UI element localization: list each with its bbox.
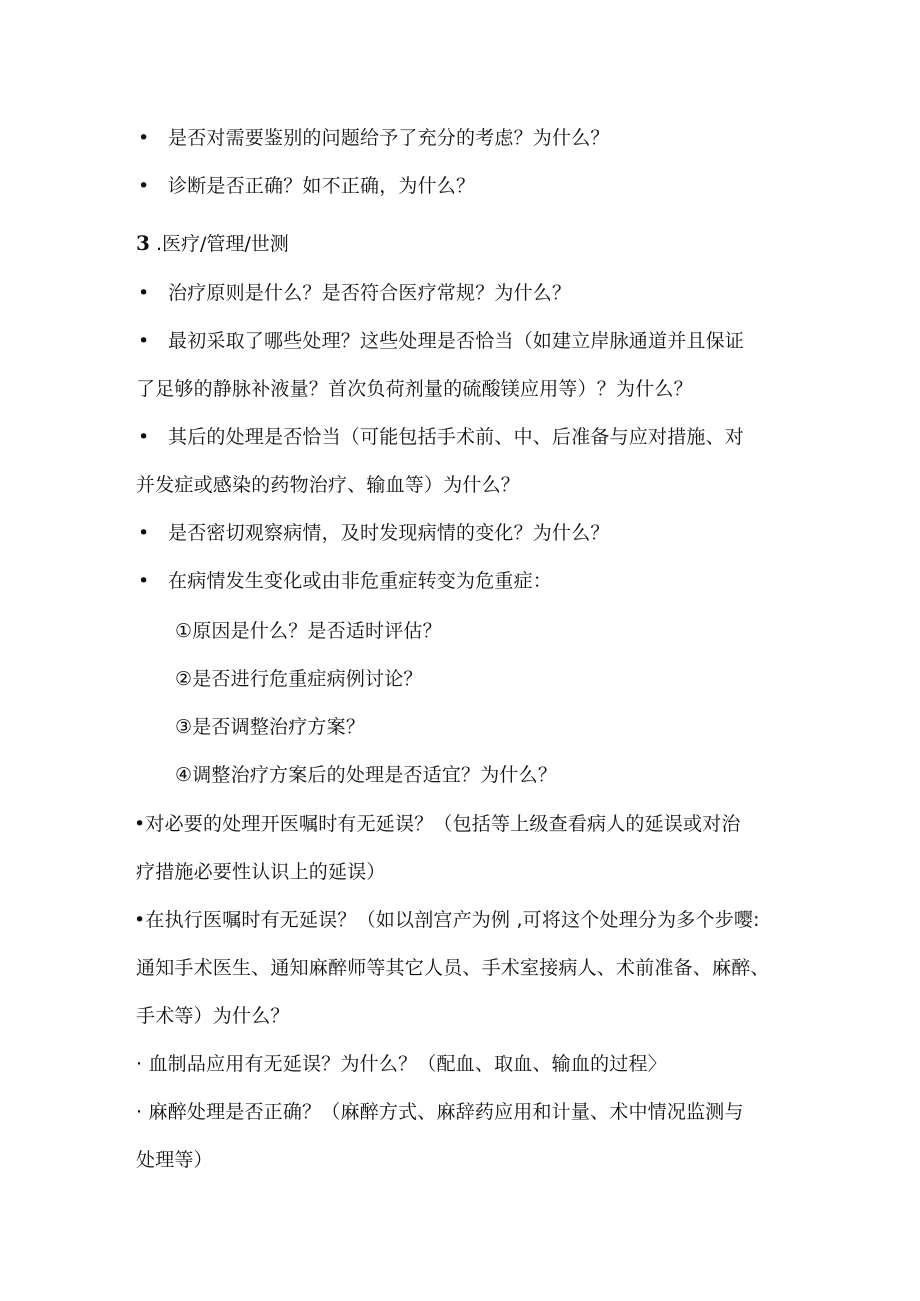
question-condition-change: 在病情发生变化或由非危重症转变为危重症： — [168, 570, 553, 592]
bullet-marker: • — [138, 330, 150, 352]
question-diagnosis-correct: 诊断是否正确？如不正确，为什么？ — [168, 175, 476, 197]
question-initial-treatment-line2: 了足够的静脉补液量？首次负荷剂量的硫酸镁应用等）？为什么？ — [136, 378, 693, 400]
sub-item-adjust-plan: ③是否调整治疗方案？ — [175, 716, 366, 738]
bullet-marker: • — [138, 282, 150, 304]
sub-item-cause: ①原因是什么？是否适时评估？ — [175, 620, 442, 642]
question-differential-consideration: 是否对需要鉴别的问题给予了充分的考虑？为什么？ — [168, 127, 610, 149]
section-number: 3 — [136, 231, 150, 255]
question-anesthesia-line2: 处理等） — [136, 1149, 213, 1171]
bullet-marker: • — [138, 175, 150, 197]
section-heading — [136, 229, 289, 258]
question-order-delay-line2: 疗措施必要性认识上的延误） — [136, 861, 386, 883]
question-subsequent-treatment-line2: 并发症或感染的药物治疗、输血等）为什么？ — [136, 474, 521, 496]
bullet-marker: • — [138, 426, 150, 448]
question-blood-products: · 血制品应用有无延误？为什么？（配血、取血、输血的过程〉 — [136, 1053, 667, 1075]
question-execution-delay-line2: 通知手术医生、通知麻醉师等其它人员、手术室接病人、术前准备、麻醉、 — [136, 957, 770, 979]
question-anesthesia-line1: · 麻醉处理是否正确？（麻醉方式、麻辞药应用和计量、术中情况监测与 — [136, 1101, 744, 1123]
bullet-marker: • — [138, 522, 150, 544]
question-subsequent-treatment-line1: 其后的处理是否恰当（可能包括手术前、中、后准备与应对措施、对 — [168, 426, 745, 448]
question-execution-delay-line1: •在执行医嘱时有无延误？（如以剖宫产为例 ,可将这个处理分为多个步嘤: — [134, 909, 760, 931]
question-treatment-principle: 治疗原则是什么？是否符合医疗常规？为什么？ — [168, 282, 572, 304]
question-execution-delay-line3: 手术等）为什么？ — [136, 1005, 290, 1027]
bullet-marker: • — [138, 127, 150, 149]
question-order-delay-line1: •对必要的处理开医嘱时有无延误？（包括等上级查看病人的延误或对治 — [134, 813, 741, 835]
sub-item-case-discussion: ②是否进行危重症病例讨论？ — [175, 668, 423, 690]
question-initial-treatment-line1: 最初采取了哪些处理？这些处理是否恰当（如建立岸脉通道并且保证 — [168, 330, 745, 352]
sub-item-adjusted-treatment: ④调整治疗方案后的处理是否适宜？为什么？ — [175, 764, 558, 786]
question-close-observation: 是否密切观察病情，及时发现病情的变化？为什么？ — [168, 522, 610, 544]
bullet-marker: • — [138, 570, 150, 592]
section-title: .医疗/管理/世测 — [155, 233, 289, 255]
